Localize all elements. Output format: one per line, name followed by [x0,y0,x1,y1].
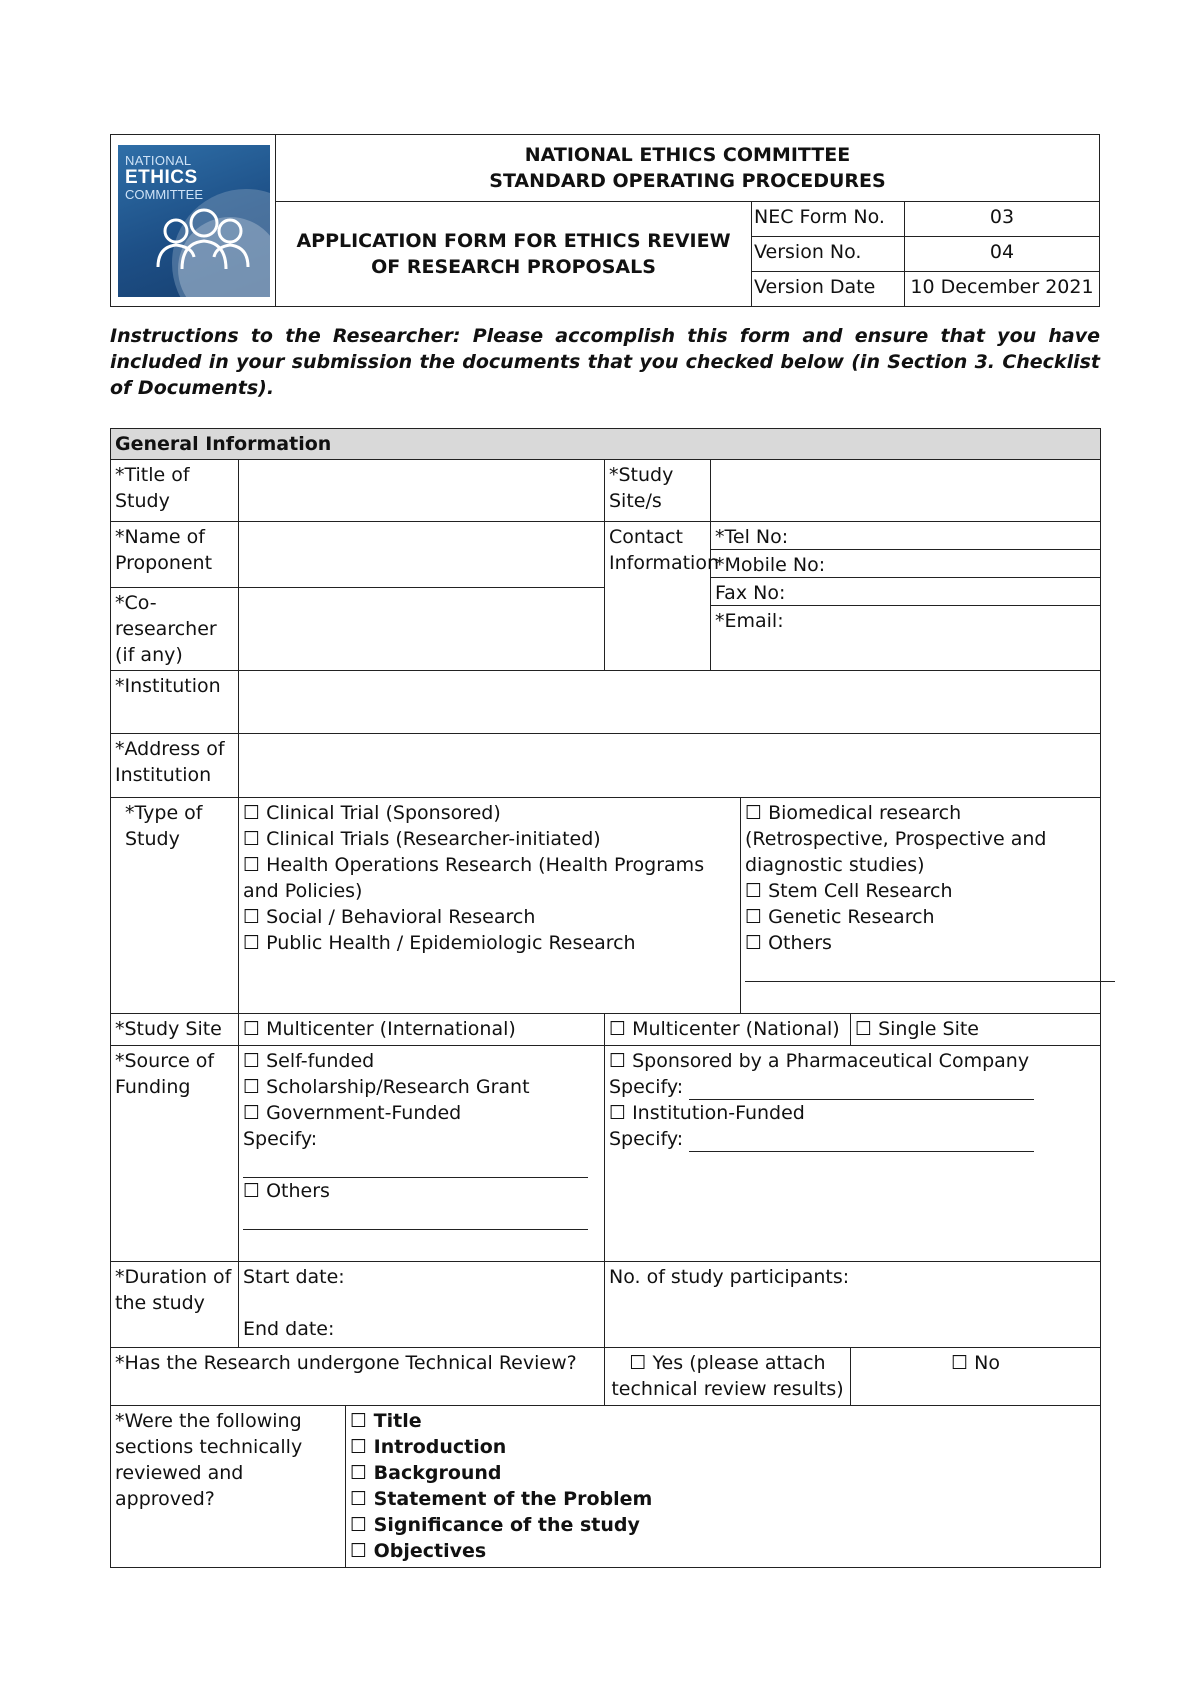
institution-specify-blank[interactable] [689,1133,1034,1152]
study-site-label: *Study Site [111,1014,239,1046]
document-header [110,134,1100,307]
study-sites-label: *Study Site/s [605,460,711,522]
end-date-field[interactable]: End date: [243,1318,335,1340]
tel-no-field[interactable]: *Tel No: [711,522,1100,550]
option-section-statement-of-problem[interactable]: ☐ Statement of the Problem [350,1488,653,1510]
others-specify-blank[interactable] [745,963,1115,982]
researcher-instructions: Instructions to the Researcher: Please accomplish this form and ensure that you have included in your submission the documents that you checked below (in Section 3. Checklist of Documents). [110,325,1100,399]
option-public-health-epidemiologic-research[interactable]: ☐ Public Health / Epidemiologic Research [243,932,636,954]
study-participants-field[interactable]: No. of study participants: [605,1262,1101,1348]
government-specify-label: Specify: [243,1128,318,1150]
committee-title [276,135,1100,202]
funding-others-blank[interactable] [243,1211,588,1230]
option-stem-cell-research[interactable]: ☐ Stem Cell Research [745,880,953,902]
logo-cell [111,135,276,307]
option-clinical-trials-researcher-initiated[interactable]: ☐ Clinical Trials (Researcher-initiated) [243,828,601,850]
sections-reviewed-options [346,1406,1101,1568]
logo-text-national: NATIONAL [125,153,192,168]
sections-reviewed-question: *Were the following sections technically reviewed and approved? [111,1406,346,1568]
section-title: General Information [111,429,1101,460]
title-of-study-label: *Title of Study [111,460,239,522]
address-of-institution-label: *Address of Institution [111,734,239,798]
version-date-label: Version Date [752,272,905,307]
option-scholarship-research-grant[interactable]: ☐ Scholarship/Research Grant [243,1076,530,1098]
option-sponsored-pharmaceutical[interactable]: ☐ Sponsored by a Pharmaceutical Company [609,1050,1030,1072]
option-institution-funded[interactable]: ☐ Institution-Funded [609,1102,805,1124]
title-of-study-input[interactable] [239,460,605,522]
form-title-line-2: OF RESEARCH PROPOSALS [371,256,656,278]
type-of-study-label: *Type of Study [111,798,239,1014]
contact-information-label: Contact Information [605,522,711,671]
option-section-introduction[interactable]: ☐ Introduction [350,1436,507,1458]
nec-logo [118,145,270,297]
co-researcher-label: *Co-researcher (if any) [111,588,239,671]
option-self-funded[interactable]: ☐ Self-funded [243,1050,375,1072]
option-multicenter-international[interactable]: ☐ Multicenter (International) [239,1014,605,1046]
logo-text-ethics: ETHICS [125,167,198,188]
option-government-funded[interactable]: ☐ Government-Funded [243,1102,462,1124]
institution-specify-label: Specify: [609,1128,684,1150]
form-no-label: NEC Form No. [752,202,905,237]
pharma-specify-blank[interactable] [689,1081,1034,1100]
version-date-value: 10 December 2021 [905,272,1100,307]
address-of-institution-input[interactable] [239,734,1101,798]
mobile-no-field[interactable]: *Mobile No: [711,550,1100,578]
option-multicenter-national[interactable]: ☐ Multicenter (National) [605,1014,851,1046]
form-title [276,202,752,307]
institution-specify-row [609,1126,1096,1152]
institution-input[interactable] [239,671,1101,734]
pharma-specify-label: Specify: [609,1076,684,1098]
option-section-objectives[interactable]: ☐ Objectives [350,1540,487,1562]
option-section-significance[interactable]: ☐ Significance of the study [350,1514,640,1536]
type-of-study-left-options [239,798,741,1014]
technical-review-no-option[interactable]: ☐ No [851,1348,1101,1406]
name-of-proponent-label: *Name of Proponent [111,522,239,588]
option-social-behavioral-research[interactable]: ☐ Social / Behavioral Research [243,906,536,928]
version-no-label: Version No. [752,237,905,272]
sop-title: STANDARD OPERATING PROCEDURES [489,170,886,192]
duration-label: *Duration of the study [111,1262,239,1348]
option-biomedical-research[interactable]: ☐ Biomedical research (Retrospective, Prospective and diagnostic studies) [745,802,1047,876]
option-funding-others[interactable]: ☐ Others [243,1180,330,1202]
option-section-title[interactable]: ☐ Title [350,1410,422,1432]
logo-text-committee: COMMITTEE [125,187,203,202]
option-clinical-trial-sponsored[interactable]: ☐ Clinical Trial (Sponsored) [243,802,501,824]
fax-no-field[interactable]: Fax No: [711,578,1100,606]
email-field[interactable]: *Email: [715,610,784,632]
general-information-form [110,428,1101,1568]
contact-fields [711,522,1101,671]
option-single-site[interactable]: ☐ Single Site [851,1014,1101,1046]
government-specify-blank[interactable] [243,1159,588,1178]
technical-review-question: *Has the Research undergone Technical Review? [111,1348,605,1406]
funding-right-options [605,1046,1101,1262]
co-researcher-input[interactable] [239,588,605,671]
funding-left-options [239,1046,605,1262]
committee-name: NATIONAL ETHICS COMMITTEE [524,144,851,166]
type-of-study-right-options [741,798,1101,1014]
duration-dates [239,1262,605,1348]
name-of-proponent-input[interactable] [239,522,605,588]
institution-label: *Institution [111,671,239,734]
version-no-value: 04 [905,237,1100,272]
start-date-field[interactable]: Start date: [243,1266,345,1288]
option-section-background[interactable]: ☐ Background [350,1462,502,1484]
option-genetic-research[interactable]: ☐ Genetic Research [745,906,935,928]
technical-review-yes-option[interactable]: ☐ Yes (please attach technical review results) [605,1348,851,1406]
option-others[interactable]: ☐ Others [745,932,832,954]
study-sites-input[interactable] [711,460,1101,522]
pharma-specify-row [609,1074,1096,1100]
form-title-line-1: APPLICATION FORM FOR ETHICS REVIEW [296,230,731,252]
option-health-operations-research[interactable]: ☐ Health Operations Research (Health Programs and Policies) [243,854,705,902]
source-of-funding-label: *Source of Funding [111,1046,239,1262]
form-no-value: 03 [905,202,1100,237]
